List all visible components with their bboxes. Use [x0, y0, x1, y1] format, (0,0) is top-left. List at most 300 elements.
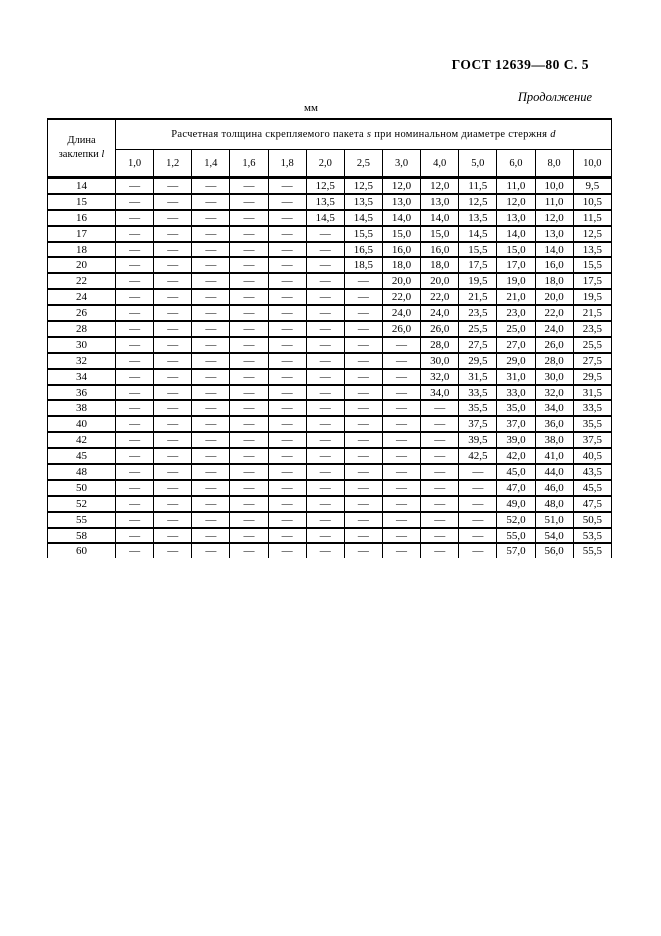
thickness-cell: 54,0 [535, 528, 573, 544]
thickness-cell: 57,0 [497, 543, 535, 558]
thickness-cell: 32,0 [535, 385, 573, 401]
thickness-cell: — [306, 305, 344, 321]
thickness-cell: — [116, 257, 154, 273]
thickness-cell: — [306, 543, 344, 558]
thickness-cell: 22,0 [382, 289, 420, 305]
thickness-cell: — [382, 528, 420, 544]
thickness-cell: 21,0 [497, 289, 535, 305]
header-row-span [48, 119, 612, 150]
length-header-line1: Длина [67, 134, 96, 146]
thickness-cell: 18,0 [421, 257, 459, 273]
thickness-cell: — [230, 273, 268, 289]
thickness-cell: 15,5 [344, 226, 382, 242]
thickness-cell: 27,5 [573, 353, 611, 369]
thickness-cell: 14,5 [459, 226, 497, 242]
thickness-cell: 24,0 [421, 305, 459, 321]
table-row [48, 337, 612, 353]
thickness-cell: — [154, 273, 192, 289]
thickness-cell: 13,5 [459, 210, 497, 226]
thickness-cell: — [344, 369, 382, 385]
thickness-cell: — [192, 226, 230, 242]
thickness-cell: — [268, 448, 306, 464]
thickness-cell: — [192, 257, 230, 273]
thickness-cell: — [459, 480, 497, 496]
thickness-cell: 11,5 [459, 178, 497, 194]
thickness-cell: — [116, 210, 154, 226]
thickness-cell: 37,5 [459, 416, 497, 432]
thickness-cell: 43,5 [573, 464, 611, 480]
thickness-cell: — [116, 321, 154, 337]
thickness-cell: — [116, 194, 154, 210]
thickness-cell: 30,0 [421, 353, 459, 369]
thickness-cell: 45,5 [573, 480, 611, 496]
thickness-cell: 23,5 [573, 321, 611, 337]
thickness-cell: — [382, 464, 420, 480]
thickness-cell: — [192, 416, 230, 432]
thickness-cell: — [154, 528, 192, 544]
thickness-cell: — [116, 432, 154, 448]
thickness-cell: 34,0 [421, 385, 459, 401]
thickness-cell: — [230, 543, 268, 558]
thickness-cell: 25,5 [459, 321, 497, 337]
thickness-cell: 12,0 [382, 178, 420, 194]
thickness-cell: 35,5 [573, 416, 611, 432]
doc-reference: ГОСТ 12639—80 С. 5 [451, 57, 589, 72]
thickness-cell: 51,0 [535, 512, 573, 528]
thickness-cell: 18,5 [344, 257, 382, 273]
thickness-cell: 15,0 [421, 226, 459, 242]
thickness-cell: 37,0 [497, 416, 535, 432]
thickness-cell: — [268, 543, 306, 558]
thickness-cell: 24,0 [382, 305, 420, 321]
thickness-cell: — [344, 400, 382, 416]
thickness-cell: 23,0 [497, 305, 535, 321]
row-length-cell: 50 [48, 480, 116, 496]
thickness-cell: — [154, 210, 192, 226]
table-row [48, 432, 612, 448]
thickness-cell: 13,5 [573, 242, 611, 258]
thickness-cell: — [268, 210, 306, 226]
thickness-cell: — [268, 273, 306, 289]
thickness-cell: — [154, 416, 192, 432]
thickness-cell: — [382, 385, 420, 401]
thickness-cell: 14,0 [497, 226, 535, 242]
table-row [48, 289, 612, 305]
thickness-cell: — [230, 448, 268, 464]
row-length-cell: 22 [48, 273, 116, 289]
thickness-cell: — [116, 273, 154, 289]
thickness-cell: 13,0 [535, 226, 573, 242]
thickness-cell: — [421, 448, 459, 464]
thickness-cell: — [154, 242, 192, 258]
row-length-cell: 60 [48, 543, 116, 558]
thickness-cell: — [230, 528, 268, 544]
row-length-cell: 45 [48, 448, 116, 464]
thickness-cell: 42,0 [497, 448, 535, 464]
thickness-cell: 22,0 [535, 305, 573, 321]
table-row [48, 385, 612, 401]
thickness-cell: 20,0 [421, 273, 459, 289]
thickness-cell: — [192, 273, 230, 289]
thickness-cell: — [192, 496, 230, 512]
thickness-cell: 52,0 [497, 512, 535, 528]
thickness-cell: 30,0 [535, 369, 573, 385]
thickness-cell: — [230, 480, 268, 496]
thickness-cell: — [192, 512, 230, 528]
thickness-cell: — [268, 416, 306, 432]
thickness-cell: — [344, 480, 382, 496]
thickness-cell: 12,5 [344, 178, 382, 194]
thickness-cell: — [382, 480, 420, 496]
thickness-cell: — [382, 353, 420, 369]
thickness-cell: — [116, 543, 154, 558]
thickness-cell: — [116, 496, 154, 512]
thickness-cell: 27,5 [459, 337, 497, 353]
thickness-cell: — [230, 242, 268, 258]
thickness-cell: — [344, 512, 382, 528]
thickness-cell: 40,5 [573, 448, 611, 464]
thickness-cell: — [268, 305, 306, 321]
thickness-cell: 18,0 [535, 273, 573, 289]
thickness-cell: — [344, 448, 382, 464]
thickness-cell: — [230, 496, 268, 512]
thickness-cell: 14,0 [535, 242, 573, 258]
thickness-cell: — [344, 385, 382, 401]
thickness-cell: 31,5 [459, 369, 497, 385]
thickness-cell: 13,0 [421, 194, 459, 210]
thickness-cell: 15,5 [573, 257, 611, 273]
column-header-diameter: 4,0 [421, 150, 459, 178]
thickness-cell: — [230, 353, 268, 369]
thickness-cell: 42,5 [459, 448, 497, 464]
row-length-cell: 20 [48, 257, 116, 273]
thickness-cell: 10,5 [573, 194, 611, 210]
thickness-cell: — [382, 512, 420, 528]
thickness-cell: — [192, 305, 230, 321]
row-length-cell: 28 [48, 321, 116, 337]
thickness-cell: — [306, 321, 344, 337]
thickness-cell: 16,0 [535, 257, 573, 273]
rivet-thickness-table [47, 118, 612, 558]
table-row [48, 210, 612, 226]
thickness-cell: 24,0 [535, 321, 573, 337]
row-length-cell: 58 [48, 528, 116, 544]
thickness-cell: 22,0 [421, 289, 459, 305]
thickness-cell: 12,5 [306, 178, 344, 194]
thickness-cell: — [421, 528, 459, 544]
thickness-cell: — [192, 210, 230, 226]
thickness-cell: — [154, 432, 192, 448]
thickness-cell: 9,5 [573, 178, 611, 194]
thickness-cell: 14,0 [421, 210, 459, 226]
table-row [48, 273, 612, 289]
thickness-cell: — [344, 337, 382, 353]
thickness-cell: 17,5 [573, 273, 611, 289]
thickness-cell: — [421, 496, 459, 512]
thickness-cell: — [154, 321, 192, 337]
continuation-label: Продолжение [517, 90, 592, 104]
column-header-diameter: 1,6 [230, 150, 268, 178]
table-row [48, 305, 612, 321]
thickness-cell: 21,5 [573, 305, 611, 321]
thickness-cell: — [459, 543, 497, 558]
thickness-cell: 13,0 [382, 194, 420, 210]
thickness-cell: — [192, 194, 230, 210]
thickness-cell: 11,0 [497, 178, 535, 194]
thickness-cell: — [306, 242, 344, 258]
thickness-cell: 28,0 [421, 337, 459, 353]
thickness-cell: 47,0 [497, 480, 535, 496]
table-row [48, 512, 612, 528]
thickness-cell: — [268, 385, 306, 401]
thickness-cell: — [154, 543, 192, 558]
table-row [48, 242, 612, 258]
thickness-cell: — [192, 178, 230, 194]
thickness-cell: — [230, 512, 268, 528]
column-header-diameter: 1,0 [116, 150, 154, 178]
units-label: мм [304, 102, 318, 114]
thickness-cell: 12,0 [535, 210, 573, 226]
thickness-cell: — [230, 321, 268, 337]
thickness-cell: 18,0 [382, 257, 420, 273]
thickness-cell: — [116, 464, 154, 480]
thickness-cell: — [306, 464, 344, 480]
thickness-cell: — [268, 242, 306, 258]
row-length-cell: 38 [48, 400, 116, 416]
thickness-cell: — [344, 496, 382, 512]
thickness-cell: — [382, 543, 420, 558]
thickness-cell: — [154, 257, 192, 273]
thickness-cell: 55,0 [497, 528, 535, 544]
thickness-cell: 25,0 [497, 321, 535, 337]
column-header-diameter: 1,2 [154, 150, 192, 178]
thickness-cell: — [421, 400, 459, 416]
thickness-cell: 11,5 [573, 210, 611, 226]
thickness-cell: 12,0 [497, 194, 535, 210]
thickness-cell: — [306, 289, 344, 305]
thickness-cell: 55,5 [573, 543, 611, 558]
column-header-diameter: 1,8 [268, 150, 306, 178]
thickness-cell: — [268, 289, 306, 305]
table-row [48, 257, 612, 273]
row-length-cell: 42 [48, 432, 116, 448]
thickness-cell: 20,0 [535, 289, 573, 305]
thickness-cell: — [192, 242, 230, 258]
thickness-cell: — [421, 480, 459, 496]
thickness-cell: — [382, 369, 420, 385]
thickness-cell: — [344, 273, 382, 289]
table-row [48, 178, 612, 194]
thickness-cell: 14,0 [382, 210, 420, 226]
thickness-cell: 25,5 [573, 337, 611, 353]
thickness-cell: 50,5 [573, 512, 611, 528]
thickness-cell: — [154, 305, 192, 321]
thickness-cell: — [154, 194, 192, 210]
row-length-cell: 48 [48, 464, 116, 480]
thickness-cell: — [154, 400, 192, 416]
thickness-cell: — [421, 464, 459, 480]
thickness-cell: 12,5 [573, 226, 611, 242]
thickness-cell: 12,0 [421, 178, 459, 194]
thickness-cell: 35,5 [459, 400, 497, 416]
thickness-cell: — [268, 337, 306, 353]
thickness-cell: — [344, 289, 382, 305]
thickness-cell: 19,5 [573, 289, 611, 305]
thickness-cell: — [116, 400, 154, 416]
thickness-cell: — [154, 178, 192, 194]
thickness-cell: — [116, 528, 154, 544]
column-header-diameter: 2,5 [344, 150, 382, 178]
thickness-cell: — [192, 400, 230, 416]
thickness-cell: 56,0 [535, 543, 573, 558]
thickness-cell: — [154, 226, 192, 242]
thickness-cell: — [459, 464, 497, 480]
thickness-cell: — [116, 512, 154, 528]
thickness-cell: — [421, 416, 459, 432]
thickness-cell: — [116, 337, 154, 353]
thickness-cell: — [192, 480, 230, 496]
thickness-cell: — [154, 512, 192, 528]
thickness-cell: 17,0 [497, 257, 535, 273]
row-length-cell: 24 [48, 289, 116, 305]
thickness-cell: — [154, 353, 192, 369]
thickness-cell: 33,5 [573, 400, 611, 416]
thickness-cell: — [421, 512, 459, 528]
thickness-cell: — [192, 432, 230, 448]
row-length-cell: 40 [48, 416, 116, 432]
thickness-cell: — [230, 194, 268, 210]
column-header-diameter: 6,0 [497, 150, 535, 178]
thickness-cell: — [268, 353, 306, 369]
column-header-diameter: 8,0 [535, 150, 573, 178]
thickness-cell: 26,0 [421, 321, 459, 337]
thickness-cell: — [230, 432, 268, 448]
thickness-cell: — [116, 289, 154, 305]
thickness-cell: 47,5 [573, 496, 611, 512]
thickness-cell: — [306, 273, 344, 289]
thickness-cell: — [268, 480, 306, 496]
thickness-cell: — [230, 337, 268, 353]
thickness-cell: 26,0 [382, 321, 420, 337]
thickness-cell: — [116, 353, 154, 369]
thickness-cell: — [382, 432, 420, 448]
length-header-line2: заклепки l [58, 149, 105, 160]
thickness-cell: — [306, 432, 344, 448]
thickness-cell: — [116, 480, 154, 496]
thickness-cell: 48,0 [535, 496, 573, 512]
column-header-diameter: 1,4 [192, 150, 230, 178]
thickness-cell: — [306, 400, 344, 416]
thickness-cell: 41,0 [535, 448, 573, 464]
thickness-cell: — [230, 178, 268, 194]
thickness-cell: — [344, 543, 382, 558]
thickness-cell: — [268, 512, 306, 528]
column-header-length [48, 119, 116, 178]
thickness-cell: — [344, 528, 382, 544]
column-header-diameter: 10,0 [573, 150, 611, 178]
thickness-cell: 53,5 [573, 528, 611, 544]
thickness-cell: — [192, 289, 230, 305]
thickness-cell: — [306, 337, 344, 353]
thickness-cell: 29,0 [497, 353, 535, 369]
row-length-cell: 26 [48, 305, 116, 321]
thickness-cell: — [306, 257, 344, 273]
thickness-cell: 39,0 [497, 432, 535, 448]
var-l: l [101, 149, 105, 160]
thickness-cell: — [230, 400, 268, 416]
thickness-cell: 16,5 [344, 242, 382, 258]
table-row [48, 496, 612, 512]
thickness-cell: — [116, 242, 154, 258]
thickness-cell: 27,0 [497, 337, 535, 353]
thickness-cell: — [230, 257, 268, 273]
thickness-cell: — [421, 432, 459, 448]
thickness-cell: 14,5 [306, 210, 344, 226]
thickness-cell: 32,0 [421, 369, 459, 385]
thickness-cell: — [116, 178, 154, 194]
thickness-cell: — [192, 353, 230, 369]
var-s: s [366, 129, 372, 140]
thickness-cell: 23,5 [459, 305, 497, 321]
thickness-cell: — [154, 337, 192, 353]
thickness-cell: — [306, 416, 344, 432]
thickness-cell: 37,5 [573, 432, 611, 448]
thickness-cell: 34,0 [535, 400, 573, 416]
thickness-cell: — [116, 369, 154, 385]
thickness-cell: — [154, 289, 192, 305]
table-row [48, 464, 612, 480]
thickness-cell: 17,5 [459, 257, 497, 273]
thickness-cell: — [230, 385, 268, 401]
thickness-cell: 44,0 [535, 464, 573, 480]
column-header-diameter: 5,0 [459, 150, 497, 178]
table-row [48, 448, 612, 464]
table-row [48, 321, 612, 337]
thickness-cell: — [382, 448, 420, 464]
thickness-cell: — [230, 416, 268, 432]
table-row [48, 528, 612, 544]
thickness-cell: — [154, 480, 192, 496]
table-row [48, 416, 612, 432]
thickness-cell: — [268, 369, 306, 385]
thickness-cell: — [192, 448, 230, 464]
thickness-cell: — [192, 528, 230, 544]
thickness-cell: — [344, 353, 382, 369]
table-row [48, 353, 612, 369]
thickness-cell: — [230, 305, 268, 321]
thickness-cell: — [382, 416, 420, 432]
thickness-cell: — [154, 496, 192, 512]
thickness-cell: 16,0 [421, 242, 459, 258]
thickness-cell: — [459, 496, 497, 512]
thickness-cell: 29,5 [573, 369, 611, 385]
thickness-cell: — [116, 305, 154, 321]
thickness-cell: — [306, 385, 344, 401]
column-header-thickness-span: Расчетная толщина скрепляемого пакета s при номинальном диаметре стержня d [116, 119, 612, 150]
thickness-cell: 36,0 [535, 416, 573, 432]
thickness-cell: — [382, 400, 420, 416]
thickness-cell: 31,5 [573, 385, 611, 401]
thickness-cell: — [306, 448, 344, 464]
thickness-cell: 13,5 [344, 194, 382, 210]
thickness-cell: 19,5 [459, 273, 497, 289]
thickness-cell: — [230, 289, 268, 305]
thickness-cell: — [230, 369, 268, 385]
thickness-cell: — [116, 385, 154, 401]
thickness-cell: 33,0 [497, 385, 535, 401]
thickness-cell: — [230, 226, 268, 242]
thickness-cell: — [344, 416, 382, 432]
